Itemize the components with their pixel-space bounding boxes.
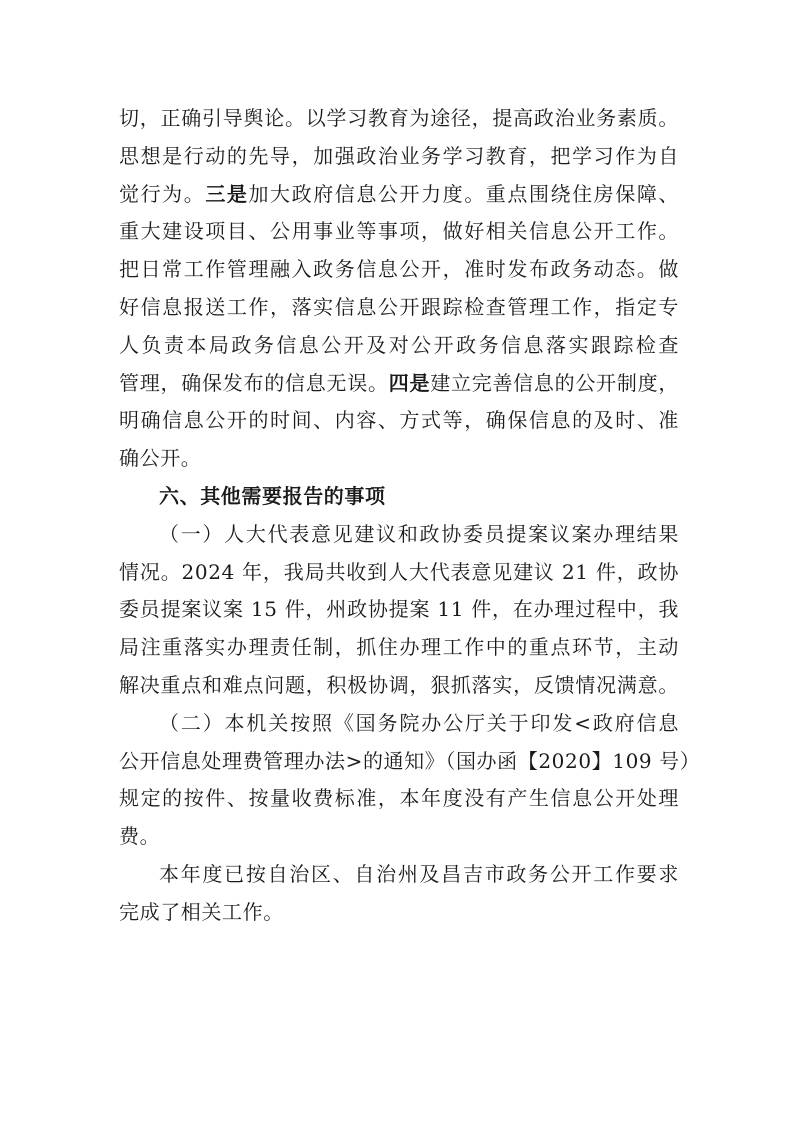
text-segment: 加大政府信息公开力度。重点围绕住房保障、 <box>248 181 680 206</box>
bold-marker-san: 三是 <box>205 181 249 206</box>
text-line <box>119 176 679 214</box>
section-heading: 六、其他需要报告的事项 <box>159 483 386 508</box>
text-line: 思想是行动的先导，加强政治业务学习教育，把学习作为自 <box>119 143 679 168</box>
document-body <box>119 100 701 932</box>
text-line: 切，正确引导舆论。以学习教育为途径，提高政治业务素质。 <box>119 106 679 130</box>
text-line: 委员提案议案 15 件，州政协提案 11 件，在办理过程中，我 <box>119 597 679 622</box>
text-line: 人负责本局政务信息公开及对公开政务信息落实跟踪检查 <box>119 332 679 357</box>
text-line: 公开信息处理费管理办法>的通知》（国办函【2020】109 号） <box>119 748 701 773</box>
text-line: 重大建设项目、公用事业等事项，做好相关信息公开工作。 <box>119 219 679 244</box>
text-line <box>119 365 679 403</box>
text-line: 本年度已按自治区、自治州及昌吉市政务公开工作要求 <box>159 861 679 886</box>
text-line: 明确信息公开的时间、内容、方式等，确保信息的及时、准 <box>119 408 679 433</box>
text-line: 情况。2024 年，我局共收到人大代表意见建议 21 件，政协 <box>119 559 679 584</box>
text-line: 好信息报送工作，落实信息公开跟踪检查管理工作，指定专 <box>119 294 679 319</box>
bold-marker-si: 四是 <box>388 370 431 395</box>
text-segment: 觉行为。 <box>119 181 206 206</box>
text-line: 确公开。 <box>119 446 202 471</box>
text-line: 规定的按件、按量收费标准，本年度没有产生信息公开处理 <box>119 786 679 811</box>
text-line: （一）人大代表意见建议和政协委员提案议案办理结果 <box>159 521 679 546</box>
text-segment: 管理，确保发布的信息无误。 <box>119 370 389 395</box>
text-line: 把日常工作管理融入政务信息公开，准时发布政务动态。做 <box>119 257 679 282</box>
text-line: 局注重落实办理责任制，抓住办理工作中的重点环节，主动 <box>119 635 679 660</box>
text-line: 完成了相关工作。 <box>119 899 284 924</box>
text-segment: 建立完善信息的公开制度， <box>430 370 680 395</box>
text-line: 费。 <box>119 824 161 849</box>
text-line: 解决重点和难点问题，积极协调，狠抓落实，反馈情况满意。 <box>119 672 679 697</box>
text-line: （二）本机关按照《国务院办公厅关于印发<政府信息 <box>159 710 679 735</box>
